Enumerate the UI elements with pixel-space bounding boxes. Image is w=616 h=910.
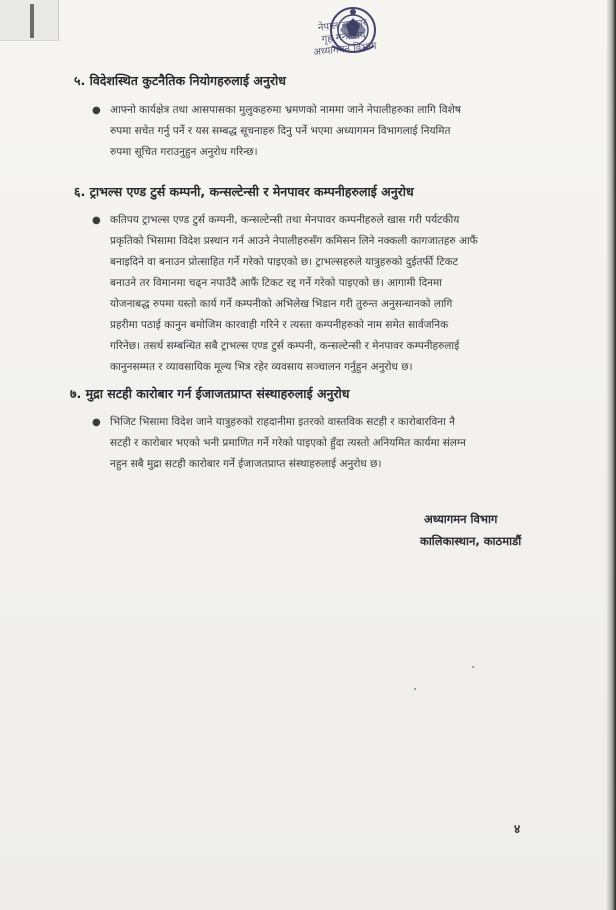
scan-corner-tab	[0, 0, 59, 41]
section-6-bullet-1	[92, 210, 550, 378]
section-heading-7: ७. मुद्रा सटही कारोबार गर्न ईजाजतप्राप्त संस्थाहरुलाई अनुरोध	[70, 386, 350, 401]
line: नहुन सबै मुद्रा सटही कारोबार गर्ने ईजाजतप्राप्त संस्थाहरुलाई अनुरोध छ।	[110, 458, 382, 470]
section-5-bullet-1	[92, 100, 550, 163]
section-heading-5: ५. विदेशस्थित कुटनैतिक नियोगहरुलाई अनुरोध	[74, 73, 286, 88]
line: रुपमा सूचित गराउनुहुन अनुरोध गरिन्छ।	[110, 146, 258, 158]
signature-office: अध्यागमन विभाग	[424, 512, 498, 526]
line: रुपमा सचेत गर्नु पर्ने र यस सम्बद्ध सूचनाहरु दिनु पर्ने भएमा अध्यागमन विभागलाई नियमित	[110, 125, 451, 137]
section-heading-6: ६. ट्राभल्स एण्ड टुर्स कम्पनी, कन्सल्टेन्सी र मेनपावर कम्पनीहरुलाई अनुरोध	[74, 184, 414, 199]
scan-speck	[414, 688, 416, 690]
line: योजनाबद्ध रुपमा यस्तो कार्य गर्ने कम्पनीको अभिलेख भिडान गरी तुरुन्त अनुसन्धानको लागि	[110, 298, 453, 310]
line: प्रकृतिको भिसामा विदेश प्रस्थान गर्न आउने नेपालीहरुसँग कमिसन लिने नक्कली कागजातहरु आफैं	[110, 235, 478, 247]
scan-right-edge	[606, 0, 616, 910]
line: गरिनेछ। तसर्थ सम्बन्धित सबै ट्राभल्स एण्ड टुर्स कम्पनी, कन्सल्टेन्सी र मेनपावर कम्पनीहरुलाई	[110, 340, 460, 352]
seal-line-3: अध्यागमन विभाग	[312, 40, 378, 59]
office-seal	[262, 12, 429, 108]
page-number: ४	[514, 822, 521, 836]
scan-speck	[472, 666, 474, 668]
bullet-icon: ●	[92, 215, 101, 226]
line: बनाउने तर विमानमा चढ्न नपाउँदै आफैं टिकट रद्द गर्ने गरेको पाइएको छ। आगामी दिनमा	[110, 277, 442, 289]
line: कानुनसम्मत र व्यावसायिक मूल्य भित्र रहेर व्यवसाय सञ्चालन गर्नुहुन अनुरोध छ।	[110, 361, 413, 373]
signature-address: कालिकास्थान, काठमाडौं	[420, 534, 522, 548]
line: सटही र कारोबार भएको भनी प्रमाणित गर्ने गरेको पाइएको हुँदा त्यस्तो अनियमित कार्यमा संलग्न	[110, 437, 466, 449]
line: प्रहरीमा पठाई कानुन बमोजिम कारवाही गरिने र त्यस्ता कम्पनीहरुको नाम समेत सार्वजनिक	[110, 319, 449, 331]
bullet-icon: ●	[92, 417, 101, 428]
seal-line-1: नेपाल सरकार	[317, 17, 368, 34]
line: भिजिट भिसामा विदेश जाने यात्रुहरुको राहदानीमा इतरको वास्तविक सटही र कारोबारविना नै	[110, 416, 456, 428]
line: बनाइदिने वा बनाउन प्रोत्साहित गर्ने गरेको पाइएको छ। ट्राभल्सहरुले यात्रुहरुको दुईतर्फी टिकट	[110, 256, 458, 268]
seal-line-2: गृह मन्त्रालय	[321, 29, 367, 46]
section-7-bullet-1	[92, 412, 550, 475]
line: आफ्नो कार्यक्षेत्र तथा आसपासका मुलुकहरुमा भ्रमणको नाममा जाने नेपालीहरुका लागि विशेष	[110, 104, 461, 116]
line: कतिपय ट्राभल्स एण्ड टुर्स कम्पनी, कन्सल्टेन्सी तथा मेनपावर कम्पनीहरुले खास गरी पर्यटकीय	[110, 214, 460, 226]
bullet-icon: ●	[92, 105, 101, 116]
